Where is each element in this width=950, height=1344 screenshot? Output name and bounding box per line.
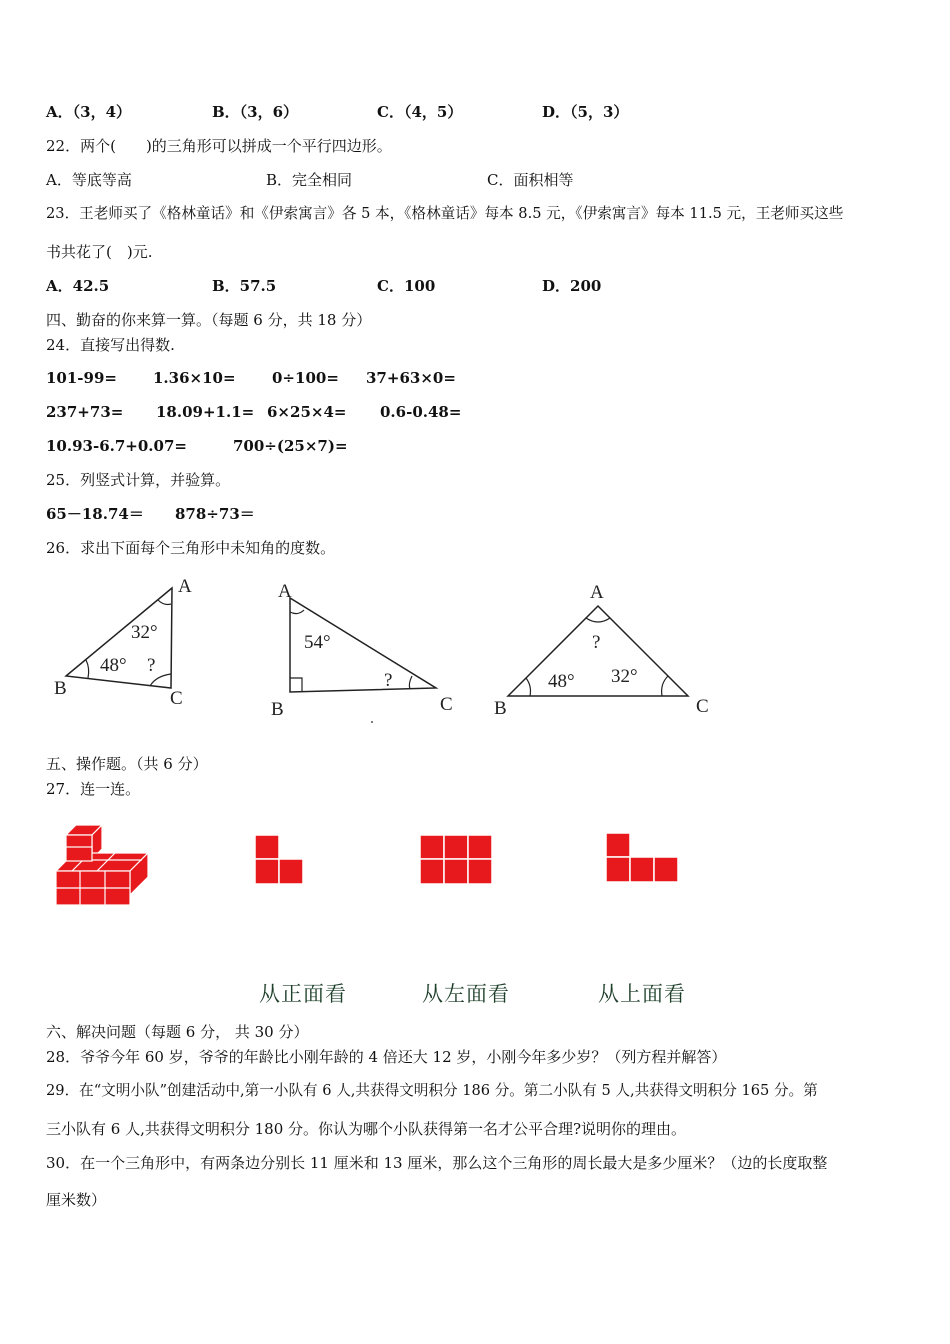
q21-option-c: C．（4，5） <box>377 103 463 121</box>
triangle-1 <box>54 576 192 709</box>
triangle-3 <box>494 582 709 719</box>
q23-option-c: C．100 <box>377 277 436 295</box>
q23-line1: 23．王老师买了《格林童话》和《伊索寓言》各 5 本，《格林童话》每本 8.5 元，《伊索寓言》每本 11.5 元，王老师买这些 <box>46 205 844 222</box>
triangle-1-vertex-b: B <box>54 678 67 699</box>
triangle-2 <box>271 581 453 720</box>
q23-option-d: D．200 <box>542 277 602 295</box>
q28-stem: 28．爷爷今年 60 岁，爷爷的年龄比小刚年龄的 4 倍还大 12 岁，小刚今年多少岁？（列方程并解答） <box>46 1048 727 1066</box>
view-figure-3 <box>606 833 678 882</box>
triangle-2-vertex-b: B <box>271 699 284 720</box>
view-figure-2 <box>420 835 492 884</box>
q24-item: 1.36×10= <box>153 369 236 387</box>
q23-line2: 书共花了( )元. <box>46 243 153 261</box>
q24-stem: 24．直接写出得数. <box>46 336 175 354</box>
q21-option-d: D．（5，3） <box>542 103 629 121</box>
triangle-1-vertex-c: C <box>170 688 183 709</box>
section4-title: 四、勤奋的你来算一算。（每题 6 分，共 18 分） <box>46 311 372 329</box>
q24-item: 700÷(25×7)= <box>233 437 348 455</box>
q24-item: 237+73= <box>46 403 124 421</box>
q24-item: 6×25×4= <box>267 403 347 421</box>
view-figure-1 <box>255 835 303 884</box>
view-label-front: 从正面看 <box>259 982 347 1006</box>
q24-item: 0.6-0.48= <box>380 403 462 421</box>
view-label-top: 从上面看 <box>598 982 686 1006</box>
q27-stem: 27．连一连。 <box>46 780 141 798</box>
triangle-3-angle-b: 48° <box>548 671 575 692</box>
triangle-1-vertex-a: A <box>178 576 192 597</box>
section5-title: 五、操作题。（共 6 分） <box>46 755 208 773</box>
view-label-left: 从左面看 <box>422 982 510 1006</box>
q22-option-b: B．完全相同 <box>266 171 353 189</box>
q21-option-a: A．（3，4） <box>46 103 132 121</box>
q25-item: 65－18.74＝ <box>46 505 144 523</box>
q22-option-c: C．面积相等 <box>487 171 574 189</box>
q29-line2: 三小队有 6 人,共获得文明积分 180 分。你认为哪个小队获得第一名才公平合理?说明你的理由。 <box>46 1120 687 1138</box>
q23-option-b: B．57.5 <box>212 277 277 295</box>
q25-stem: 25．列竖式计算，并验算。 <box>46 471 231 489</box>
triangle-2-vertex-a: A <box>278 581 292 602</box>
triangle-2-angle-a: 54° <box>304 632 331 653</box>
triangle-3-angle-c: 32° <box>611 666 638 687</box>
triangle-2-vertex-c: C <box>440 694 453 715</box>
triangle-3-vertex-b: B <box>494 698 507 719</box>
q30-line1: 30．在一个三角形中，有两条边分别长 11 厘米和 13 厘米，那么这个三角形的周长最大是多少厘米？（边的长度取整 <box>46 1154 828 1172</box>
q21-option-b: B．（3，6） <box>212 103 299 121</box>
triangle-3-vertex-a: A <box>590 582 604 603</box>
triangle-1-angle-a: 32° <box>131 622 158 643</box>
q23-option-a: A．42.5 <box>46 277 110 295</box>
triangle-2-angle-c: ? <box>384 670 393 691</box>
q22-option-a: A．等底等高 <box>46 171 132 189</box>
triangle-1-angle-c: ? <box>147 655 156 676</box>
section6-title: 六、解决问题（每题 6 分， 共 30 分） <box>46 1023 309 1041</box>
q24-item: 101-99= <box>46 369 117 387</box>
q25-item: 878÷73＝ <box>175 505 255 523</box>
q22-stem: 22．两个( )的三角形可以拼成一个平行四边形。 <box>46 137 392 155</box>
triangle-1-angle-b: 48° <box>100 655 127 676</box>
q24-item: 10.93-6.7+0.07= <box>46 437 187 455</box>
triangle-3-vertex-c: C <box>696 696 709 717</box>
cube-stack-3d <box>56 825 148 905</box>
q30-line2: 厘米数） <box>46 1191 107 1209</box>
cube-figures <box>0 815 950 905</box>
q29-line1: 29．在“文明小队”创建活动中,第一小队有 6 人,共获得文明积分 186 分。第二小队有 5 人,共获得文明积分 165 分。第 <box>46 1082 818 1099</box>
q24-item: 18.09+1.1= <box>156 403 255 421</box>
q24-item: 37+63×0= <box>366 369 456 387</box>
triangle-3-angle-a: ? <box>592 632 601 653</box>
triangles-figure <box>0 570 950 730</box>
q24-item: 0÷100= <box>272 369 339 387</box>
q26-stem: 26．求出下面每个三角形中未知角的度数。 <box>46 539 336 557</box>
